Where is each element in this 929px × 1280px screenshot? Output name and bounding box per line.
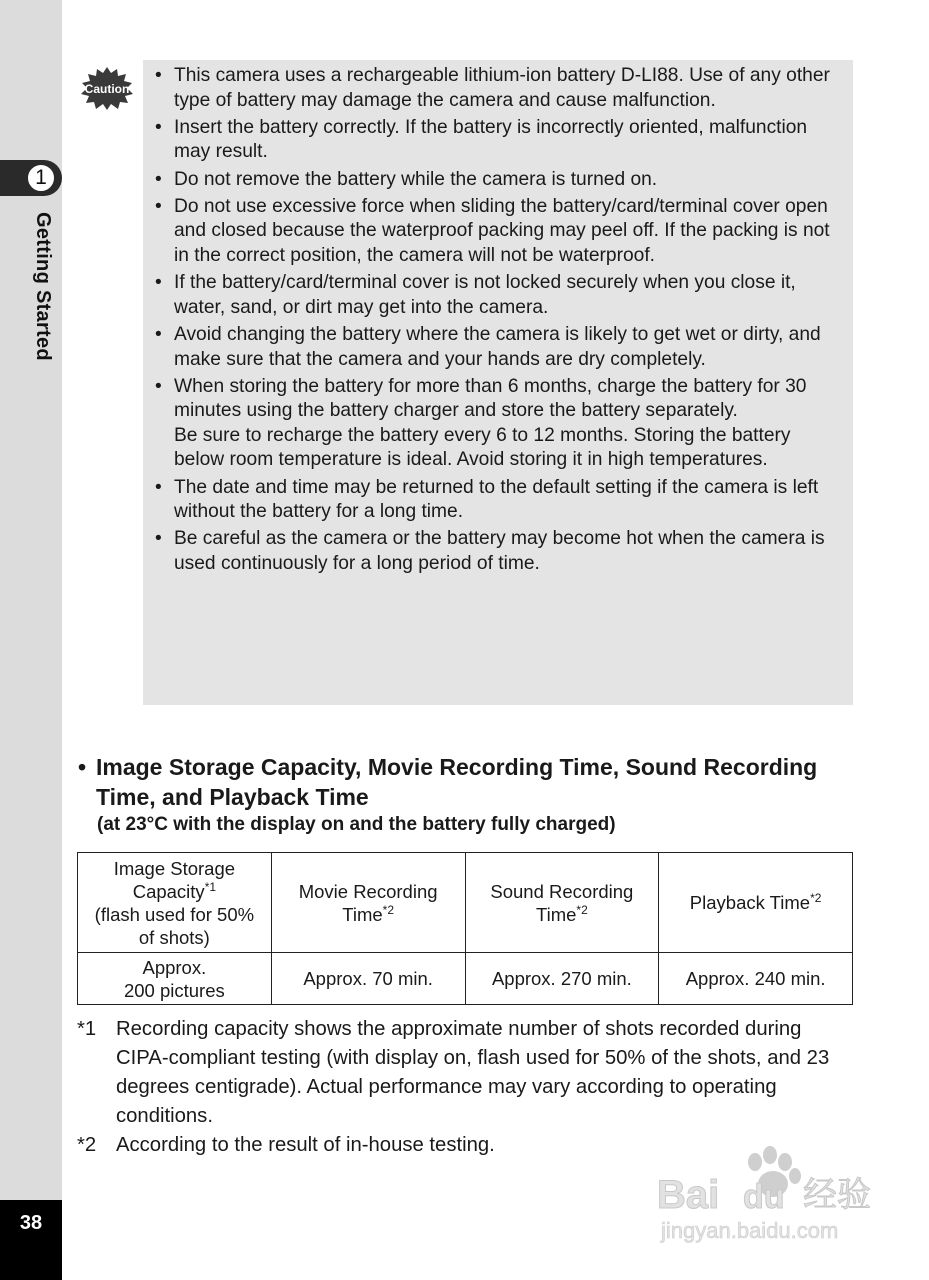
cell-image-storage: Approx. 200 pictures bbox=[78, 953, 272, 1005]
capacity-table bbox=[77, 852, 853, 1005]
footnote-text: Recording capacity shows the approximate number of shots recorded during CIPA-compliant testing (with display on, flash used for 50% of the shots, and 23 degrees centigrade). Actual performance may vary according to operating conditions. bbox=[116, 1018, 830, 1127]
caution-item-continuation: Be sure to recharge the battery every 6 to 12 months. Storing the battery below room temperature is ideal. Avoid storing it in high temperatures. bbox=[174, 424, 791, 471]
caution-item-text: The date and time may be returned to the default setting if the camera is left without the battery for a long time. bbox=[174, 476, 819, 523]
caution-item bbox=[174, 375, 843, 473]
table-row bbox=[78, 953, 853, 1005]
cell-movie-recording: Approx. 70 min. bbox=[271, 953, 465, 1005]
caution-item-text: When storing the battery for more than 6 months, charge the battery for 30 minutes using the battery charger and store the battery separately. bbox=[174, 375, 807, 422]
chapter-number: 1 bbox=[26, 163, 56, 193]
watermark-brand-right: du bbox=[743, 1178, 785, 1216]
section-heading bbox=[78, 752, 858, 812]
header-playback: Playback Time$^{*2}$ bbox=[659, 853, 853, 953]
watermark-brand-cn: 经验 bbox=[803, 1175, 871, 1215]
section-subtitle: (at 23°C with the display on and the battery fully charged) bbox=[97, 814, 616, 835]
caution-item-text: Do not remove the battery while the camera is turned on. bbox=[174, 168, 658, 190]
section-title: Image Storage Capacity, Movie Recording Time, Sound Recording Time, and Playback Time bbox=[96, 754, 818, 810]
footnote-marker: *2 bbox=[77, 1134, 97, 1156]
cell-sound-recording: Approx. 270 min. bbox=[465, 953, 659, 1005]
caution-item bbox=[174, 64, 843, 113]
caution-item bbox=[174, 168, 843, 193]
caution-item bbox=[174, 527, 843, 576]
caution-list bbox=[143, 60, 853, 577]
caution-item bbox=[174, 323, 843, 372]
watermark-url: jingyan.baidu.com bbox=[661, 1218, 839, 1243]
caution-item-text: This camera uses a rechargeable lithium-ion battery D-LI88. Use of any other type of battery may damage the camera and cause malfunction. bbox=[174, 65, 830, 111]
section-bullet: • bbox=[78, 754, 87, 780]
footnote-text: According to the result of in-house testing. bbox=[116, 1134, 495, 1156]
caution-item bbox=[174, 195, 843, 269]
caution-item-text: Be careful as the camera or the battery may become hot when the camera is used continuously for a long period of time. bbox=[174, 528, 825, 575]
baidu-watermark bbox=[655, 1140, 885, 1250]
caution-item bbox=[174, 116, 843, 165]
caution-item-text: Insert the battery correctly. If the battery is incorrectly oriented, malfunction may result. bbox=[174, 116, 808, 163]
header-sound-recording: Sound Recording Time$^{*2}$ bbox=[465, 853, 659, 953]
header-image-storage: Image Storage Capacity$^{*1}$ (flash used for 50% of shots) bbox=[78, 853, 272, 953]
caution-item-text: Avoid changing the battery where the camera is likely to get wet or dirty, and make sure that the camera and your hands are dry completely. bbox=[174, 323, 821, 370]
caution-item-text: If the battery/card/terminal cover is not locked securely when you close it, water, sand, or dirt may get into the camera. bbox=[174, 272, 796, 318]
chapter-title: Getting Started bbox=[32, 212, 54, 361]
header-movie-recording: Movie Recording Time$^{*2}$ bbox=[271, 853, 465, 953]
caution-box bbox=[143, 60, 853, 705]
watermark-brand-left: Bai bbox=[657, 1173, 720, 1217]
cell-playback: Approx. 240 min. bbox=[659, 953, 853, 1005]
footnotes bbox=[77, 1015, 857, 1160]
caution-icon bbox=[80, 66, 134, 110]
caution-item bbox=[174, 271, 843, 320]
caution-icon-label: Caution bbox=[84, 82, 130, 96]
caution-item-text: Do not use excessive force when sliding the battery/card/terminal cover open and closed because the waterproof packing may peel off. If the packing is not in the correct position, the camera will not be waterproof. bbox=[174, 195, 830, 266]
caution-item bbox=[174, 476, 843, 525]
page-number: 38 bbox=[19, 1212, 43, 1234]
footnote bbox=[77, 1015, 857, 1131]
table-header-row bbox=[78, 853, 853, 953]
footnote-marker: *1 bbox=[77, 1018, 97, 1040]
